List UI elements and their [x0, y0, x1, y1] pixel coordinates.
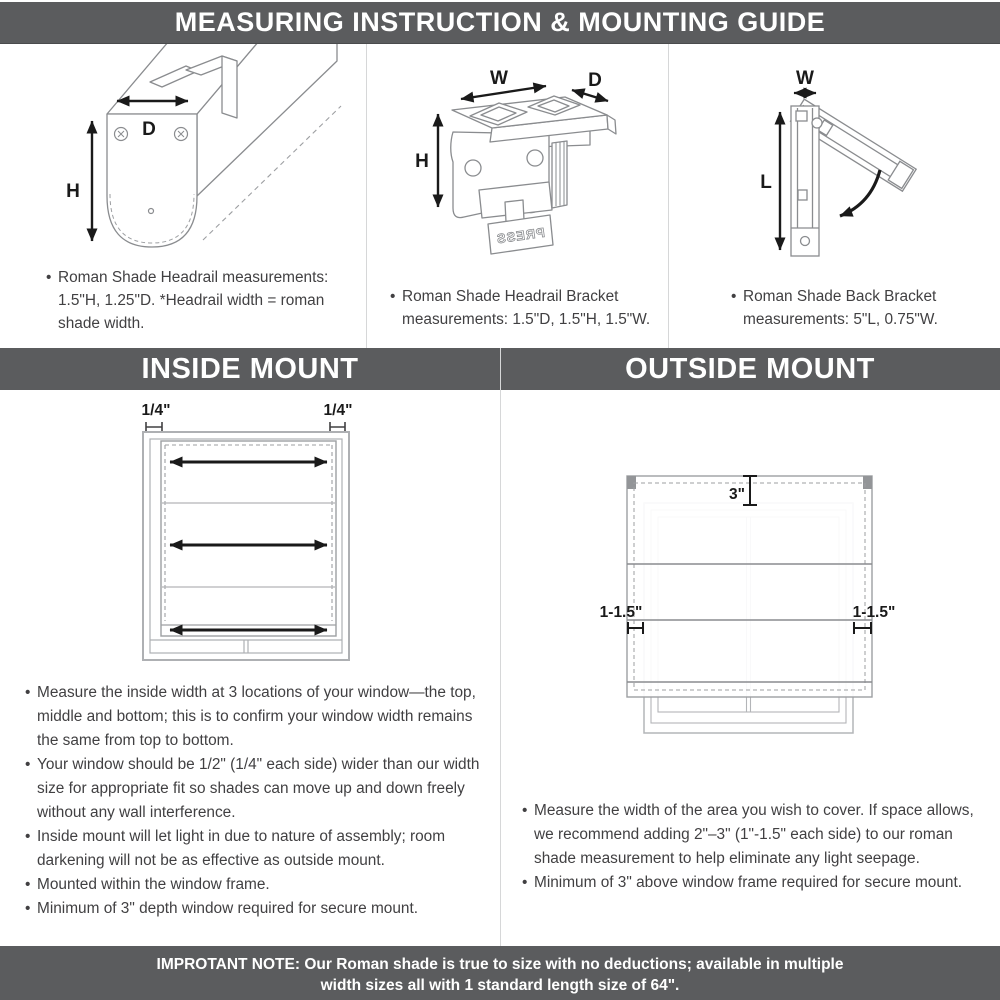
header-bar	[0, 2, 1000, 44]
left-gap-label: 1-1.5"	[599, 604, 643, 621]
note-item: • Inside mount will let light in due to nature of assembly; room darkening will not be as effective as outside mount.	[37, 825, 487, 873]
shade	[161, 441, 336, 636]
outside-mount-diagram	[500, 452, 1000, 787]
outside-mount-column	[500, 390, 1000, 946]
page-title: MEASURING INSTRUCTION & MOUNTING GUIDE	[174, 7, 826, 37]
dimension-label-d: D	[588, 70, 602, 91]
gap-brackets	[146, 422, 345, 432]
inside-mount-column	[0, 390, 500, 946]
panel-headrail-bracket	[366, 44, 668, 348]
bullet-icon: •	[25, 828, 31, 845]
shade	[627, 476, 872, 697]
inside-mount-header: INSIDE MOUNT	[141, 353, 359, 385]
panel-divider	[366, 44, 367, 348]
bullet-icon: •	[25, 684, 31, 701]
dimension-label-w: W	[490, 68, 508, 89]
note-item: • Your window should be 1/2" (1/4" each side) wider than our width size for appropriate fit so shades can move up and down freely without any wall interference.	[37, 753, 487, 825]
dimension-label-h: H	[415, 151, 429, 172]
bullet-icon: •	[522, 802, 528, 819]
dimension-label-w: W	[796, 68, 814, 89]
panel-divider	[668, 44, 669, 348]
right-gap-label: 1/4"	[323, 402, 353, 419]
headrail-bracket-caption: • Roman Shade Headrail Bracket measurements: 1.5"D, 1.5"H, 1.5"W.	[390, 285, 658, 331]
bullet-icon: •	[25, 756, 31, 773]
outside-mount-notes	[522, 799, 988, 895]
inside-mount-diagram	[0, 395, 500, 680]
headrail-diagram	[0, 44, 366, 259]
vertical-arm	[791, 106, 822, 256]
dimension-label-h: H	[66, 181, 80, 202]
headrail-bracket-diagram	[366, 44, 668, 269]
dimension-label-d: D	[142, 119, 156, 140]
panel-back-bracket	[668, 44, 1000, 348]
dimension-label-l: L	[760, 172, 772, 193]
bullet-icon: •	[390, 288, 396, 305]
rotation-arrow	[840, 170, 880, 216]
right-gap-label: 1-1.5"	[852, 604, 896, 621]
footer-bar	[0, 946, 1000, 1000]
back-bracket-diagram	[668, 44, 1000, 269]
bullet-icon: •	[46, 269, 52, 286]
note-item: • Measure the width of the area you wish to cover. If space allows, we recommend adding 2"–3" (1"-1.5" each side) to our roman shade measurement to help eliminate any light seepage.	[534, 799, 988, 871]
bullet-icon: •	[731, 288, 737, 305]
footer-note-line: width sizes all with 1 standard length size of 64".	[320, 977, 680, 994]
headrail-end-cap	[863, 476, 872, 489]
note-item: • Minimum of 3" depth window required for secure mount.	[37, 897, 487, 921]
headrail-caption: • Roman Shade Headrail measurements: 1.5"H, 1.25"D. *Headrail width = roman shade width.	[46, 266, 356, 335]
panel-headrail	[0, 44, 366, 348]
note-item: • Minimum of 3" above window frame required for secure mount.	[534, 871, 988, 895]
press-embossed-label: PRESS	[495, 224, 546, 247]
depth-arrow	[572, 90, 608, 101]
footer-note-line: IMPROTANT NOTE: Our Roman shade is true to size with no deductions; available in multiple	[156, 956, 844, 973]
note-item: • Mounted within the window frame.	[37, 873, 487, 897]
inside-mount-notes	[25, 681, 487, 921]
bullet-icon: •	[522, 874, 528, 891]
left-gap-label: 1/4"	[141, 402, 171, 419]
outside-mount-header: OUTSIDE MOUNT	[625, 353, 875, 385]
note-item: • Measure the inside width at 3 locations of your window—the top, middle and bottom; this is to confirm your window width remains the same from top to bottom.	[37, 681, 487, 753]
column-divider	[500, 348, 501, 946]
bullet-icon: •	[25, 876, 31, 893]
bullet-icon: •	[25, 900, 31, 917]
back-bracket-caption: • Roman Shade Back Bracket measurements: 5"L, 0.75"W.	[731, 285, 993, 331]
top-gap-label: 3"	[729, 486, 745, 503]
